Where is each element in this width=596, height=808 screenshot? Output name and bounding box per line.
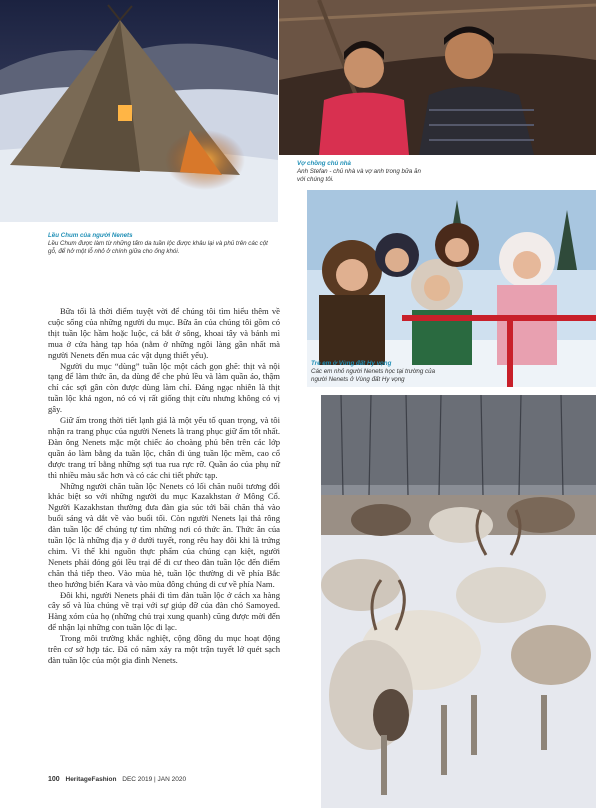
tent-caption-title: Lều Chum của người Nenets: [48, 232, 133, 239]
article-paragraph: Trong môi trường khắc nghiệt, cộng đồng du mục hoạt động trên cơ sở hợp tác. Đã có năm xảy ra một trận tuyết lở quét sạch đàn tuần lộc của một gia đình Nenets.: [48, 633, 280, 665]
page-footer: [48, 776, 186, 783]
article-paragraph: Bữa tối là thời điểm tuyệt vời để chúng tôi tìm hiểu thêm về cuộc sống của những người du mục. Bữa ăn của chúng tôi gồm có thịt tuần lộc hầm hoặc luộc, cá bắt ở sông, khoai tây và bánh mì mua ở cửa hàng tạp hóa (nằm ở những ngôi làng gần nhất mà người Nenets đến mua các vật dụng thiết yếu).: [48, 306, 280, 360]
couple-caption-text: Anh Stefan - chủ nhà và vợ anh trong bữa ăn với chúng tôi.: [297, 168, 421, 183]
article-body: [48, 306, 280, 666]
children-photo: [307, 190, 596, 387]
page-number: 100: [48, 776, 60, 783]
article-paragraph: Giữ ấm trong thời tiết lạnh giá là một yếu tố quan trọng, và tôi nhận ra trang phục của người Nenets là trang phục giữ ấm tốt nhất. Đàn ông Nenets mặc một chiếc áo choàng phủ bên trên các lớp quần áo làm bằng da tuần lộc, chân đi ủng tuần lộc mềm, cao cổ được trang trí bằng những sợi tua rua rực rỡ. Quần áo của phụ nữ thì nhiều màu sắc hơn và có các chi tiết phức tạp.: [48, 415, 280, 480]
children-caption-text: Các em nhỏ người Nenets học tại trường của người Nenets ở Vùng đất Hy vọng: [311, 368, 436, 383]
reindeer-photo: [321, 395, 596, 808]
children-caption: [311, 360, 451, 384]
article-paragraph: Những người chăn tuần lộc Nenets có lối chăn nuôi tương đối khác biệt so với những người du mục Kazakhstan ở Mông Cổ. Người Kazakhstan thường đưa đàn gia súc tới bãi chăn thả vào buổi sáng và dắt về vào buổi tối. Còn người Nenets lại thả rông đàn tuần lộc để chúng tự tìm những nơi có thức ăn. Thức ăn của tuần lộc là những địa y ở dưới tuyết, rong rêu hay đôi khi là trứng chim. Vì thế khi nguồn thực phẩm của chúng cạn kiệt, người Nenets phải đóng gói lều trại để đi cư theo đàn tuần lộc đến điểm chăn thả tiếp theo. Vào mùa hè, tuần lộc thường di về phía Bắc theo hướng biển Kara và vào mùa đông chúng di cư về phía Nam.: [48, 480, 280, 589]
couple-photo: [279, 0, 596, 155]
issue-date: DEC 2019 | JAN 2020: [122, 776, 187, 783]
article-paragraph: Người du mục “dùng” tuần lộc một cách gọn ghẽ: thịt và nội tạng để làm thức ăn, da dùng để che phủ lều và làm quần áo, thậm chí các sợi gân còn được dùng làm chỉ. Đáng ngạc nhiên là thịt tuần lộc khá ngon, nó có vị rất giống thịt cừu nhưng không có vị gây.: [48, 360, 280, 415]
couple-caption: [297, 160, 427, 184]
tent-photo: [0, 0, 278, 222]
article-paragraph: Đôi khi, người Nenets phải đi tìm đàn tuần lộc ở cách xa hàng cây số và lùa chúng về trại với sự giúp đỡ của đàn chó Samoyed. Hàng xóm của họ (những chủ trại xung quanh) cũng được mời đến để nhận lại những con tuần lộc đi lạc.: [48, 589, 280, 633]
children-caption-title: Trẻ em ở Vùng đất Hy vọng: [311, 360, 392, 367]
couple-caption-title: Vợ chồng chủ nhà: [297, 160, 351, 167]
magazine-name: HeritageFashion: [65, 776, 117, 783]
tent-caption-text: Lều Chum được làm từ những tấm da tuần lộc được khâu lại và phủ trên các cột gỗ, để hở một lỗ nhỏ ở chính giữa cho ống khói.: [48, 240, 268, 255]
tent-caption: [48, 232, 276, 256]
